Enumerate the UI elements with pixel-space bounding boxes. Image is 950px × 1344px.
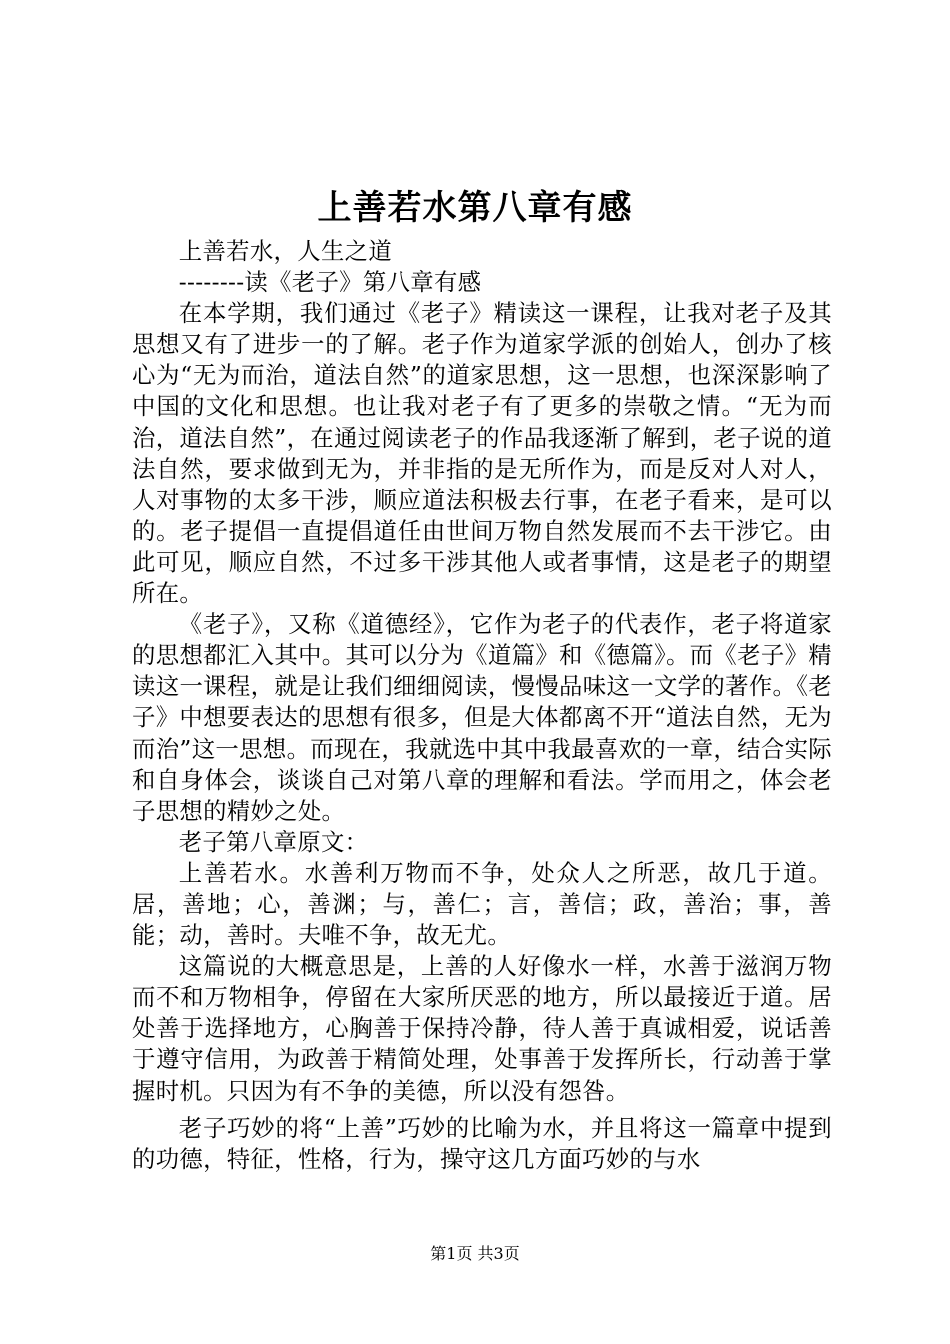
body-paragraph: 《老子》，又称《道德经》，它作为老子的代表作，老子将道家的思想都汇入其中。其可以分为《道篇》和《德篇》。而《老子》精读这一课程，就是让我们细细阅读，慢慢品味这一文学的著作。《老子》中想要表达的思想有很多，但是大体都离不开“道法自然，无为而治”这一思想。而现在，我就选中其中我最喜欢的一章，结合实际和自身体会，谈谈自己对第八章的理解和看法。学而用之，体会老子思想的精妙之处。 <box>132 610 832 825</box>
section-heading: 老子第八章原文： <box>178 827 369 856</box>
quoted-original-text: 上善若水。水善利万物而不争，处众人之所恶，故几于道。居，善地；心，善渊；与，善仁；言，善信；政，善治；事，善能；动，善时。夫唯不争，故无尤。 <box>132 858 832 950</box>
document-body <box>132 236 832 1175</box>
document-title: 上善若水第八章有感 <box>317 188 633 228</box>
subtitle-source-line: --------读《老子》第八章有感 <box>178 268 482 297</box>
body-paragraph: 这篇说的大概意思是，上善的人好像水一样，水善于滋润万物而不和万物相争，停留在大家所厌恶的地方，所以最接近于道。居处善于选择地方，心胸善于保持冷静，待人善于真诚相爱，说话善于遵守信用，为政善于精简处理，处事善于发挥所长，行动善于掌握时机。只因为有不争的美德，所以没有怨咎。 <box>132 952 832 1105</box>
subtitle-line: 上善若水，人生之道 <box>178 237 393 265</box>
body-paragraph: 老子巧妙的将“上善”巧妙的比喻为水，并且将这一篇章中提到的功德，特征，性格，行为，操守这几方面巧妙的与水 <box>132 1113 832 1173</box>
body-paragraph: 在本学期，我们通过《老子》精读这一课程，让我对老子及其思想又有了进步一的了解。老子作为道家学派的创始人，创办了核心为“无为而治，道法自然”的道家思想，这一思想，也深深影响了中国的文化和思想。也让我对老子有了更多的崇敬之情。“无为而治，道法自然”，在通过阅读老子的作品我逐渐了解到，老子说的道法自然，要求做到无为，并非指的是无所作为，而是反对人对人，人对事物的太多干涉，顺应道法积极去行事，在老子看来，是可以的。老子提倡一直提倡道任由世间万物自然发展而不去干涉它。由此可见，顺应自然，不过多干涉其他人或者事情，这是老子的期望所在。 <box>132 299 832 608</box>
page-number-footer: 第1页 共3页 <box>430 1244 520 1263</box>
